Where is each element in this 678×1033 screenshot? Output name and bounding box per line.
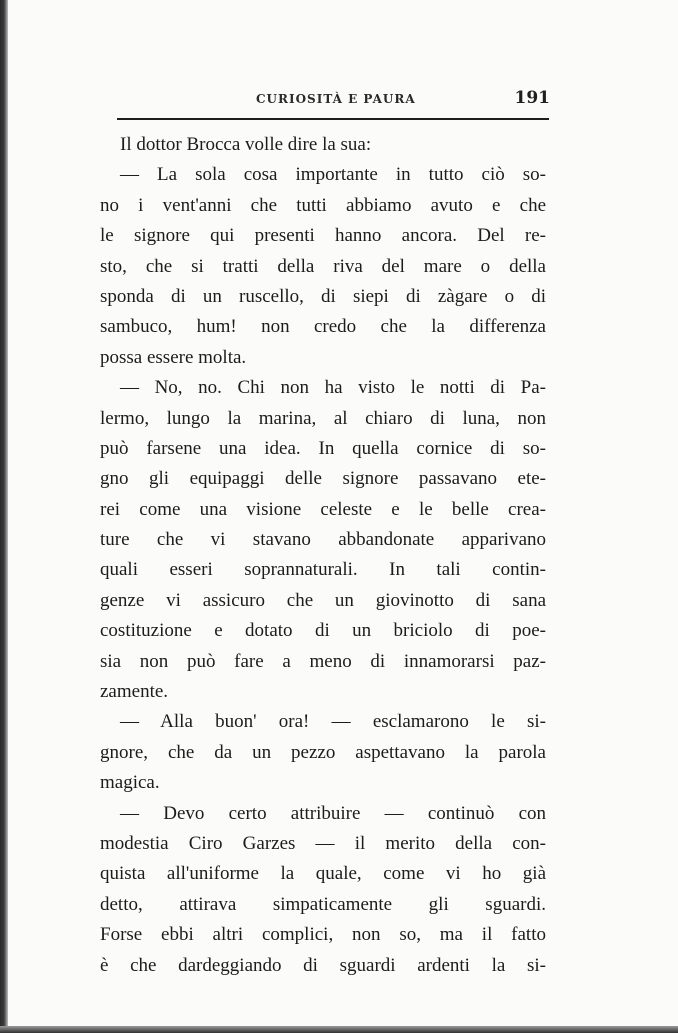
text-line: è che dardeggiando di sguardi ardenti la si-	[100, 954, 546, 976]
text-line: ture che vi stavano abbandonate apparivano	[100, 529, 546, 551]
page-number: 191	[514, 88, 550, 108]
page-bottom-edge	[0, 1026, 678, 1033]
text-line: zamente.	[100, 681, 169, 703]
running-header	[118, 88, 550, 110]
text-line: sambuco, hum! non credo che la differenza	[100, 316, 546, 338]
text-line: magica.	[100, 772, 160, 794]
text-line: modestia Ciro Garzes — il merito della con-	[100, 832, 546, 854]
text-line: può farsene una idea. In quella cornice di so-	[100, 437, 546, 459]
text-line: genze vi assicuro che un giovinotto di sana	[100, 589, 546, 611]
page-binding-edge	[0, 0, 8, 1033]
text-line: — Alla buon' ora! — esclamarono le si-	[120, 711, 546, 733]
text-line: lermo, lungo la marina, al chiaro di luna, non	[100, 407, 546, 429]
header-rule	[117, 118, 549, 120]
text-line: Forse ebbi altri complici, non so, ma il fatto	[100, 924, 546, 946]
text-line: — Devo certo attribuire — continuò con	[120, 802, 546, 824]
text-line: quista all'uniforme la quale, come vi ho già	[100, 863, 546, 885]
text-line: sia non può fare a meno di innamorarsi paz-	[100, 650, 546, 672]
text-line: rei come una visione celeste e le belle crea-	[100, 498, 546, 520]
text-line: sponda di un ruscello, di siepi di zàgare o di	[100, 285, 546, 307]
text-line: gnore, che da un pezzo aspettavano la parola	[100, 741, 546, 763]
text-line: le signore qui presenti hanno ancora. Del re-	[100, 225, 546, 247]
text-line: detto, attirava simpaticamente gli sguardi.	[100, 893, 546, 915]
text-line: sto, che si tratti della riva del mare o della	[100, 255, 546, 277]
body-text	[100, 130, 546, 981]
text-line: costituzione e dotato di un briciolo di poe-	[100, 620, 546, 642]
text-line: possa essere molta.	[100, 346, 247, 368]
text-line: gno gli equipaggi delle signore passavano ete-	[100, 468, 546, 490]
text-line: Il dottor Brocca volle dire la sua:	[120, 134, 372, 155]
text-line: — No, no. Chi non ha visto le notti di Pa-	[120, 377, 546, 399]
text-line: no i vent'anni che tutti abbiamo avuto e che	[100, 194, 546, 216]
text-line: — La sola cosa importante in tutto ciò so-	[120, 164, 546, 186]
running-title: CURIOSITÀ E PAURA	[256, 92, 416, 106]
text-line: quali esseri soprannaturali. In tali contin-	[100, 559, 546, 581]
